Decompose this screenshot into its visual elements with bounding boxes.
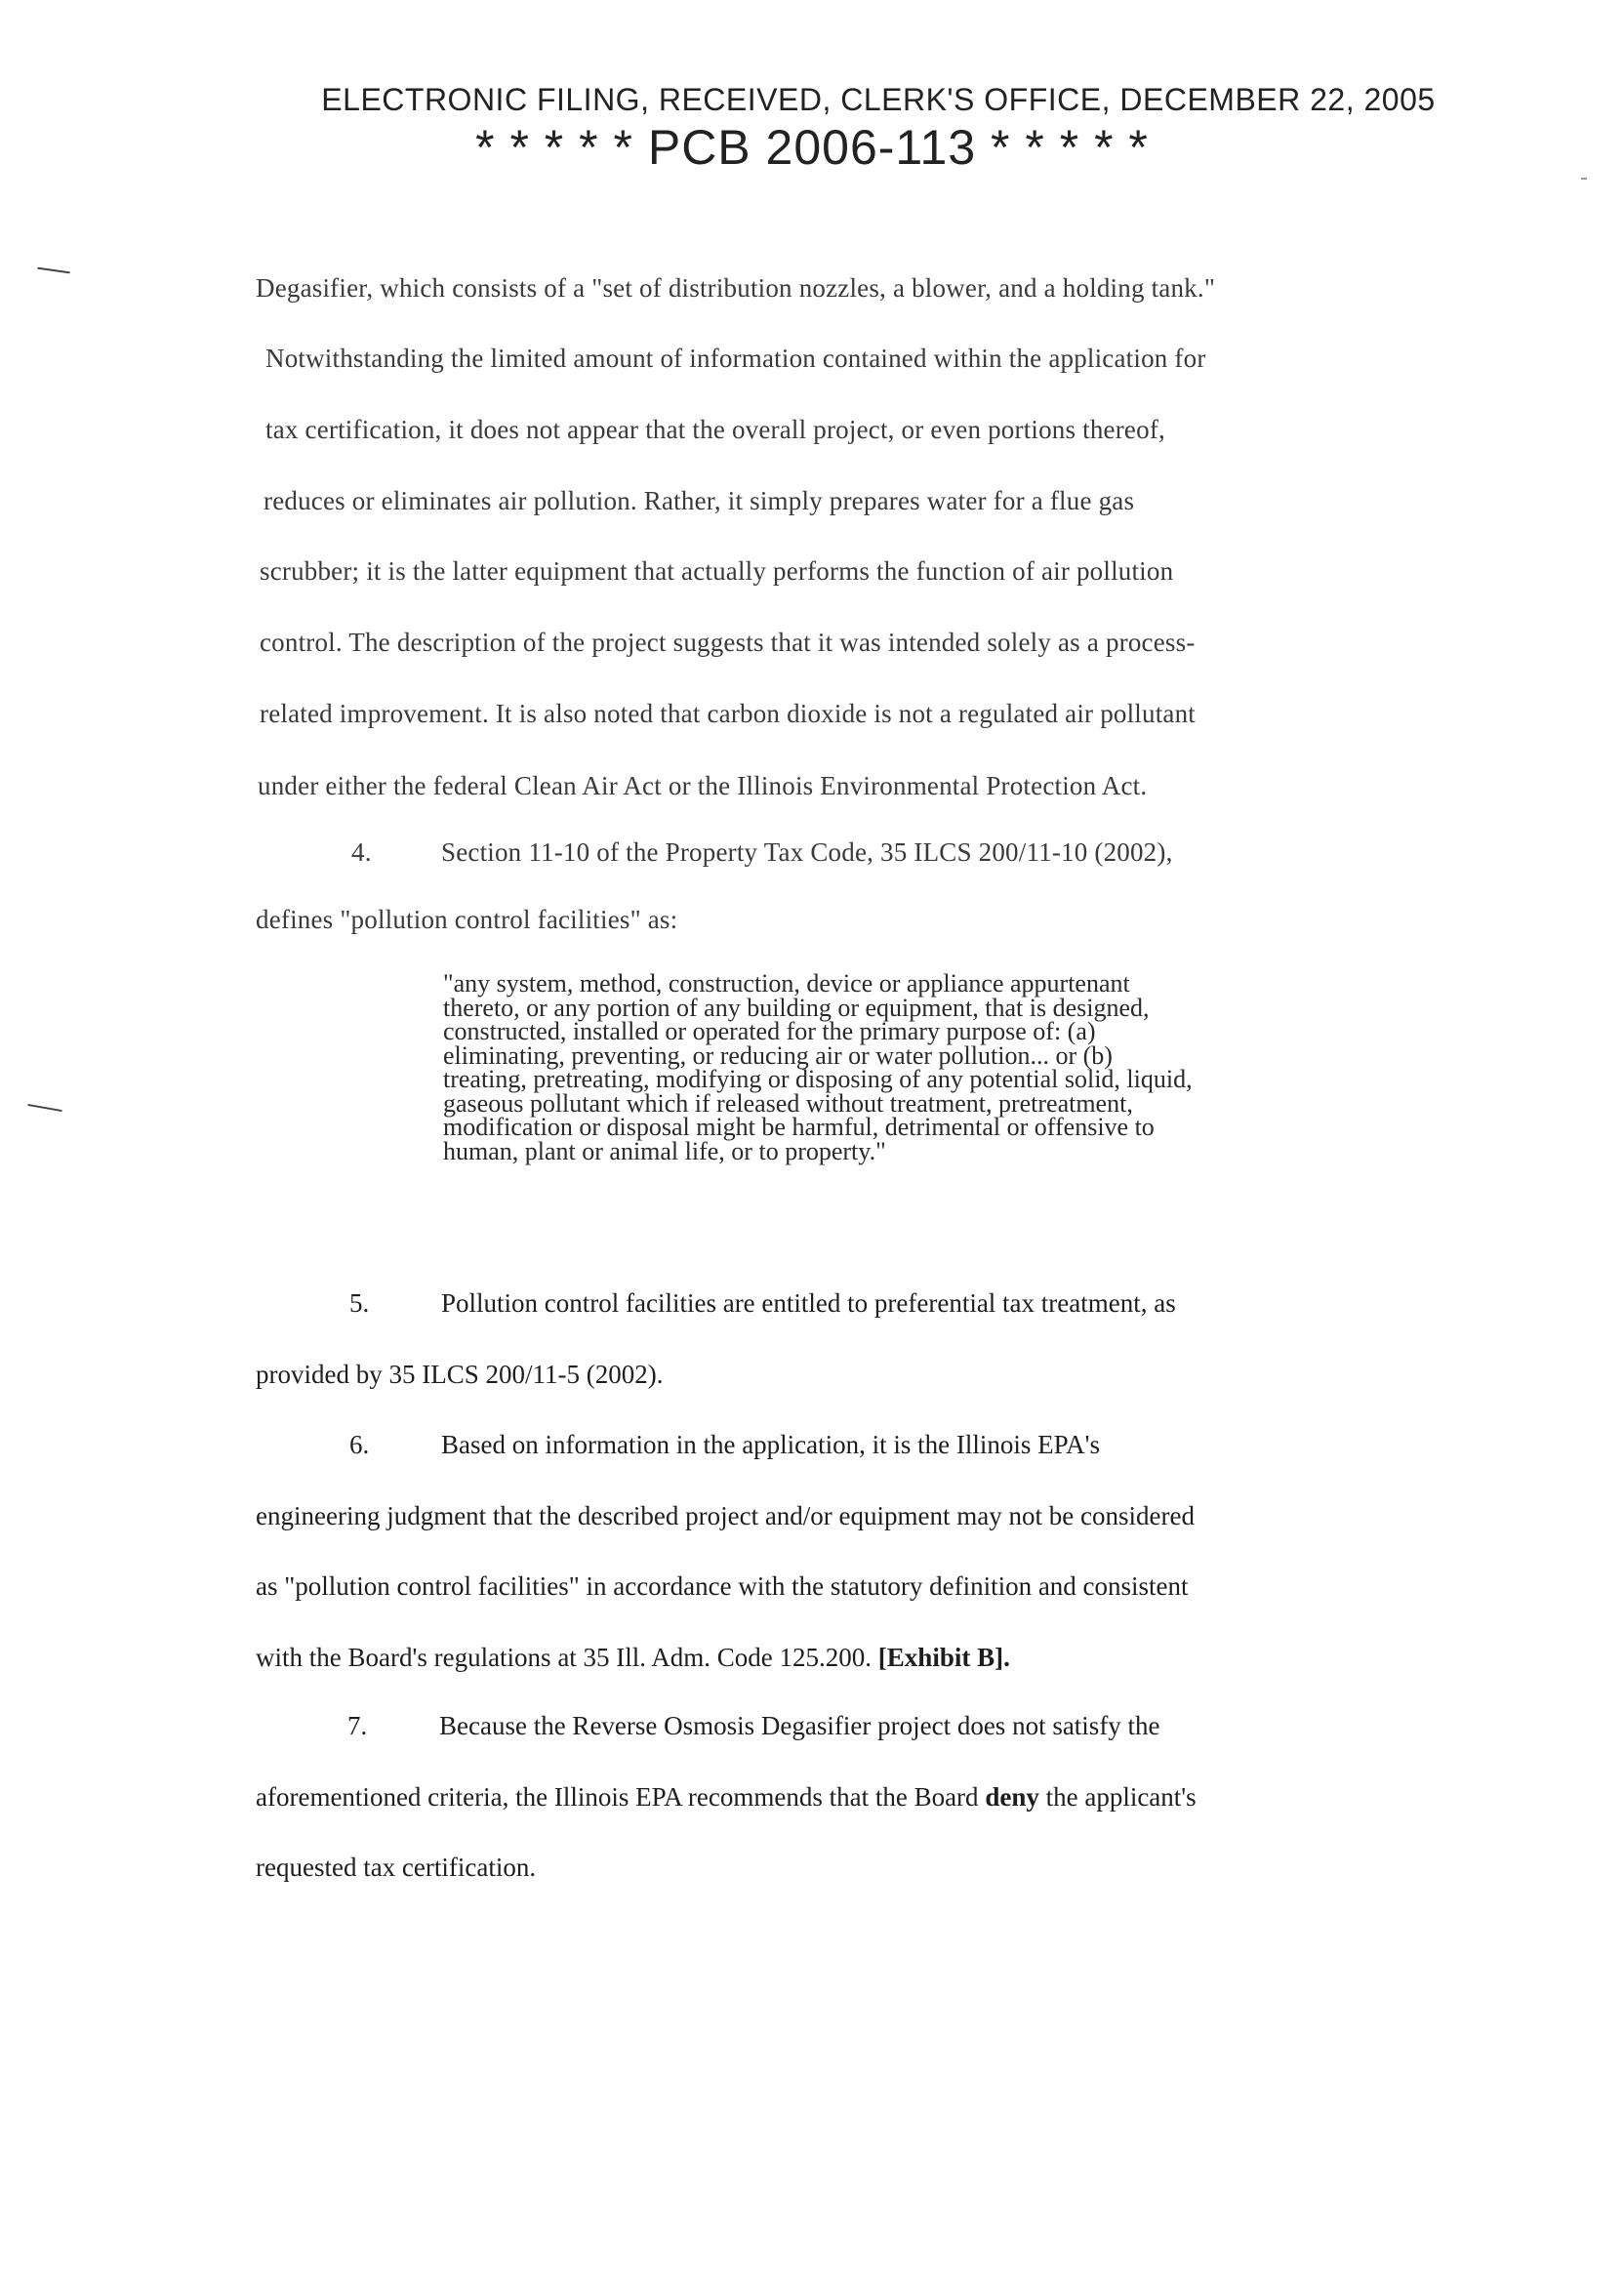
body-line: scrubber; it is the latter equipment that actually performs the function of air pollution xyxy=(260,556,1174,586)
exhibit-reference: [Exhibit B]. xyxy=(877,1643,1010,1672)
filing-stamp-line: ELECTRONIC FILING, RECEIVED, CLERK'S OFFICE, DECEMBER 22, 2005 xyxy=(321,82,1436,117)
body-line xyxy=(256,1782,1197,1813)
paragraph-number: 7. xyxy=(347,1711,368,1740)
emphasis-deny: deny xyxy=(985,1782,1039,1812)
body-line: Because the Reverse Osmosis Degasifier project does not satisfy the xyxy=(439,1711,1160,1740)
body-line: Section 11-10 of the Property Tax Code, 35 ILCS 200/11-10 (2002), xyxy=(441,837,1173,867)
body-line: Pollution control facilities are entitled to preferential tax treatment, as xyxy=(441,1288,1176,1318)
quote-line: "any system, method, construction, device or appliance appurtenant xyxy=(443,969,1130,998)
body-line: tax certification, it does not appear that the overall project, or even portions thereof, xyxy=(265,415,1165,444)
body-line: Notwithstanding the limited amount of information contained within the application for xyxy=(265,344,1206,373)
body-line: related improvement. It is also noted that carbon dioxide is not a regulated air pollutant xyxy=(260,699,1196,728)
paragraph-number: 5. xyxy=(349,1288,370,1318)
body-line: engineering judgment that the described project and/or equipment may not be considered xyxy=(256,1501,1195,1530)
body-line: control. The description of the project suggests that it was intended solely as a process- xyxy=(260,628,1196,657)
statutory-quote xyxy=(443,969,1193,1165)
paragraph-number: 6. xyxy=(349,1430,370,1459)
body-line: reduces or eliminates air pollution. Rather, it simply prepares water for a flue gas xyxy=(264,486,1135,515)
quote-line: modification or disposal might be harmful, detrimental or offensive to xyxy=(443,1113,1155,1141)
paragraph-number: 4. xyxy=(351,837,372,867)
body-text: aforementioned criteria, the Illinois EPA recommends that the Board xyxy=(256,1782,986,1812)
scan-dot xyxy=(1581,178,1587,180)
body-line: as "pollution control facilities" in accordance with the statutory definition and consistent xyxy=(256,1571,1189,1601)
case-number-line: * * * * * PCB 2006-113 * * * * * xyxy=(475,120,1149,175)
quote-line: human, plant or animal life, or to property." xyxy=(443,1136,886,1165)
body-text: the applicant's xyxy=(1038,1782,1197,1812)
quote-line: gaseous pollutant which if released without treatment, pretreatment, xyxy=(443,1088,1133,1118)
quote-line: constructed, installed or operated for the primary purpose of: (a) xyxy=(443,1017,1096,1045)
body-text: with the Board's regulations at 35 Ill. Adm. Code 125.200. xyxy=(256,1643,878,1672)
quote-line: eliminating, preventing, or reducing air or water pollution... or (b) xyxy=(443,1040,1113,1070)
quote-line: thereto, or any portion of any building or equipment, that is designed, xyxy=(443,993,1150,1022)
body-line: under either the federal Clean Air Act or the Illinois Environmental Protection Act. xyxy=(258,771,1148,800)
body-line: requested tax certification. xyxy=(256,1853,537,1882)
scan-mark xyxy=(27,1104,62,1112)
quote-line: treating, pretreating, modifying or disposing of any potential solid, liquid, xyxy=(443,1065,1193,1093)
body-line: Degasifier, which consists of a "set of distribution nozzles, a blower, and a holding tank." xyxy=(256,273,1216,303)
body-line: Based on information in the application, it is the Illinois EPA's xyxy=(441,1430,1101,1459)
body-line: provided by 35 ILCS 200/11-5 (2002). xyxy=(256,1360,664,1389)
scan-mark xyxy=(37,267,70,274)
body-line: defines "pollution control facilities" as: xyxy=(256,905,678,934)
body-line xyxy=(256,1643,1010,1673)
